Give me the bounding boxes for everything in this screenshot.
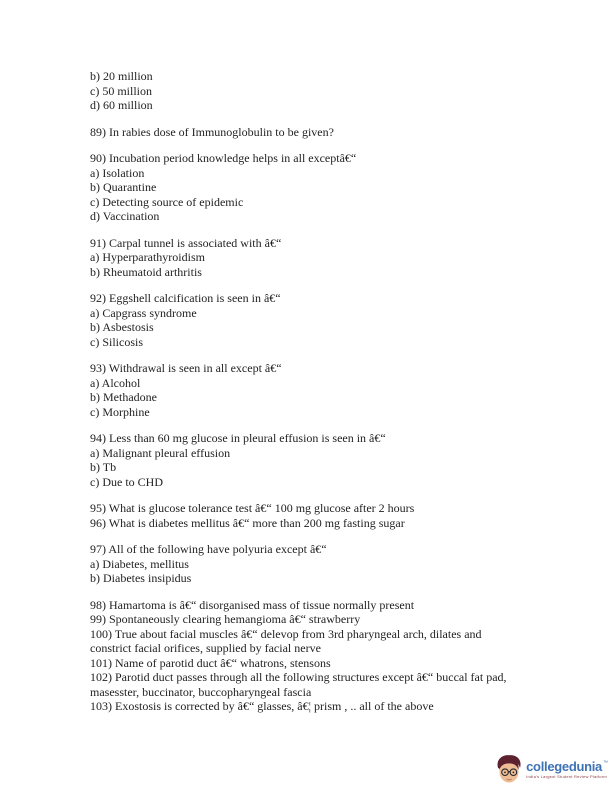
question-line: 92) Eggshell calcification is seen in â€“ <box>90 291 281 305</box>
question-line: 99) Spontaneously clearing hemangioma â€“ strawberry <box>90 612 361 626</box>
question-line: 95) What is glucose tolerance test â€“ 100 mg glucose after 2 hours <box>90 501 415 515</box>
option-line: a) Diabetes, mellitus <box>90 556 189 571</box>
collegedunia-logo <box>495 754 608 785</box>
option-line: c) 50 million <box>90 83 152 98</box>
question-line: 96) What is diabetes mellitus â€“ more than 200 mg fasting sugar <box>90 515 405 530</box>
question-line: 98) Hamartoma is â€“ disorganised mass of tissue normally present <box>90 597 415 612</box>
option-line: c) Silicosis <box>90 334 143 349</box>
collegedunia-mascot-icon <box>495 754 523 785</box>
option-line: a) Alcohol <box>90 375 141 390</box>
option-line: b) Tb <box>90 460 117 474</box>
question-block <box>90 598 534 714</box>
option-line: a) Malignant pleural effusion <box>90 445 231 460</box>
question-block <box>90 125 534 140</box>
question-block <box>90 361 534 419</box>
collegedunia-tagline: India's Largest Student Review Platform <box>526 774 607 779</box>
question-line: 89) In rabies dose of Immunoglobulin to be given? <box>90 124 334 139</box>
question-block <box>90 542 534 586</box>
option-line: a) Isolation <box>90 165 145 180</box>
options-block <box>90 69 534 113</box>
collegedunia-brand-text: collegedunia <box>526 759 602 774</box>
question-block <box>90 291 534 349</box>
option-line: b) Rheumatoid arthritis <box>90 264 202 279</box>
trademark-icon: ™ <box>603 760 608 766</box>
question-block <box>90 501 534 530</box>
option-line: b) Asbestosis <box>90 320 154 334</box>
option-line: c) Due to CHD <box>90 474 163 489</box>
option-line: a) Capgrass syndrome <box>90 305 197 320</box>
option-line: d) 60 million <box>90 98 153 112</box>
question-line: 103) Exostosis is corrected by â€“ glasses, â€¦ prism , .. all of the above <box>90 699 434 713</box>
question-line: 93) Withdrawal is seen in all except â€“ <box>90 361 282 375</box>
question-continuation-line: constrict facial orifices, supplied by facial nerve <box>90 641 321 655</box>
option-line: b) 20 million <box>90 69 153 83</box>
option-line: a) Hyperparathyroidism <box>90 250 205 264</box>
question-list <box>90 69 534 714</box>
question-line: 94) Less than 60 mg glucose in pleural effusion is seen in â€“ <box>90 431 386 445</box>
question-line: 90) Incubation period knowledge helps in all exceptâ€“ <box>90 151 357 165</box>
question-block <box>90 151 534 224</box>
option-line: b) Diabetes insipidus <box>90 571 192 585</box>
option-line: c) Morphine <box>90 404 150 419</box>
option-line: b) Methadone <box>90 390 157 404</box>
question-line: 101) Name of parotid duct â€“ whatrons, stensons <box>90 655 331 670</box>
option-line: b) Quarantine <box>90 180 157 194</box>
question-line: 91) Carpal tunnel is associated with â€“ <box>90 235 282 250</box>
option-line: d) Vaccination <box>90 209 160 223</box>
logo-text <box>526 760 608 779</box>
option-line: c) Detecting source of epidemic <box>90 194 244 209</box>
question-block <box>90 431 534 489</box>
question-line: 97) All of the following have polyuria except â€“ <box>90 542 327 556</box>
question-line: 102) Parotid duct passes through all the following structures except â€“ buccal fat pad, <box>90 670 507 684</box>
question-line: 100) True about facial muscles â€“ delevop from 3rd pharyngeal arch, dilates and <box>90 626 482 641</box>
question-block <box>90 236 534 280</box>
question-continuation-line: masesster, buccinator, buccopharyngeal fascia <box>90 684 312 699</box>
